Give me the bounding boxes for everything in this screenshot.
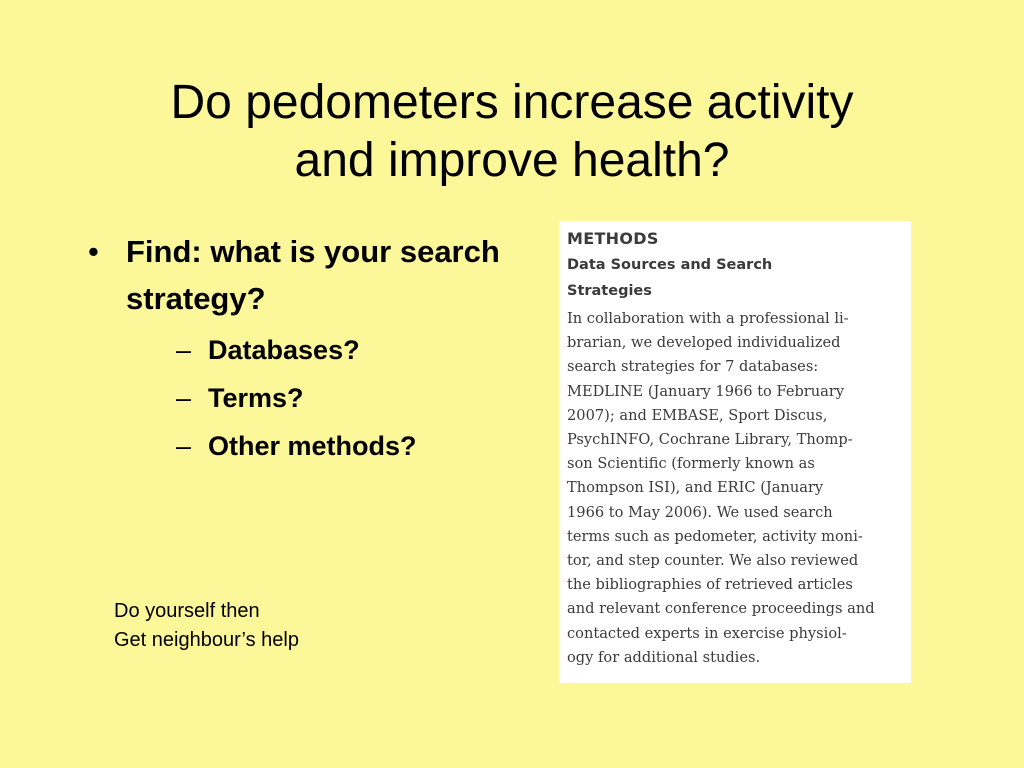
slide-title-line-2: and improve health?	[294, 134, 730, 187]
sub-bullet-text: Databases?	[208, 335, 360, 365]
methods-body-line: and relevant conference proceedings and	[567, 600, 875, 618]
methods-heading: METHODS	[567, 229, 659, 248]
bullet-dot: •	[88, 234, 99, 269]
sub-bullet-terms	[126, 374, 508, 422]
bullet-text: Find: what is your search strategy?	[126, 234, 500, 316]
sub-bullet-databases	[126, 326, 508, 374]
methods-body-line: contacted experts in exercise physiol-	[567, 624, 847, 642]
methods-body-line: ogy for additional studies.	[567, 648, 761, 666]
methods-body-line: tor, and step counter. We also reviewed	[567, 552, 859, 570]
sub-bullet-dash: –	[176, 383, 192, 413]
bullet-item-find	[88, 228, 508, 470]
methods-body-line: Thompson ISI), and ERIC (January	[567, 479, 824, 497]
slide-title-line-1: Do pedometers increase activity	[170, 76, 854, 129]
methods-body-line: PsychINFO, Cochrane Library, Thomp-	[567, 431, 853, 449]
methods-body-line: 2007); and EMBASE, Sport Discus,	[567, 406, 828, 424]
sub-bullet-list	[126, 326, 508, 470]
methods-body-line: son Scientific (formerly known as	[567, 455, 815, 473]
methods-subheading-line-1: Data Sources and Search	[567, 257, 773, 273]
methods-body-line: 1966 to May 2006). We used search	[567, 503, 833, 521]
methods-body-line: MEDLINE (January 1966 to February	[567, 382, 845, 400]
methods-subheading	[567, 252, 903, 304]
bullet-list	[88, 228, 508, 470]
sub-bullet-text: Other methods?	[208, 431, 417, 461]
methods-subheading-line-2: Strategies	[567, 283, 652, 299]
methods-body-line: terms such as pedometer, activity moni-	[567, 527, 863, 545]
sub-bullet-dash: –	[176, 335, 192, 365]
methods-excerpt-image	[559, 221, 911, 683]
sub-bullet-other-methods	[126, 422, 508, 470]
note-line-1: Do yourself then	[114, 600, 260, 622]
slide-title	[60, 74, 964, 190]
methods-body-line: the bibliographies of retrieved articles	[567, 576, 853, 594]
note-line-2: Get neighbour’s help	[114, 629, 299, 651]
methods-body-text	[567, 307, 903, 670]
instruction-note	[114, 597, 299, 655]
sub-bullet-text: Terms?	[208, 383, 304, 413]
sub-bullet-dash: –	[176, 431, 192, 461]
methods-body-line: search strategies for 7 databases:	[567, 358, 819, 376]
methods-body-line: In collaboration with a professional li-	[567, 310, 849, 327]
methods-body-line: brarian, we developed individualized	[567, 334, 841, 352]
